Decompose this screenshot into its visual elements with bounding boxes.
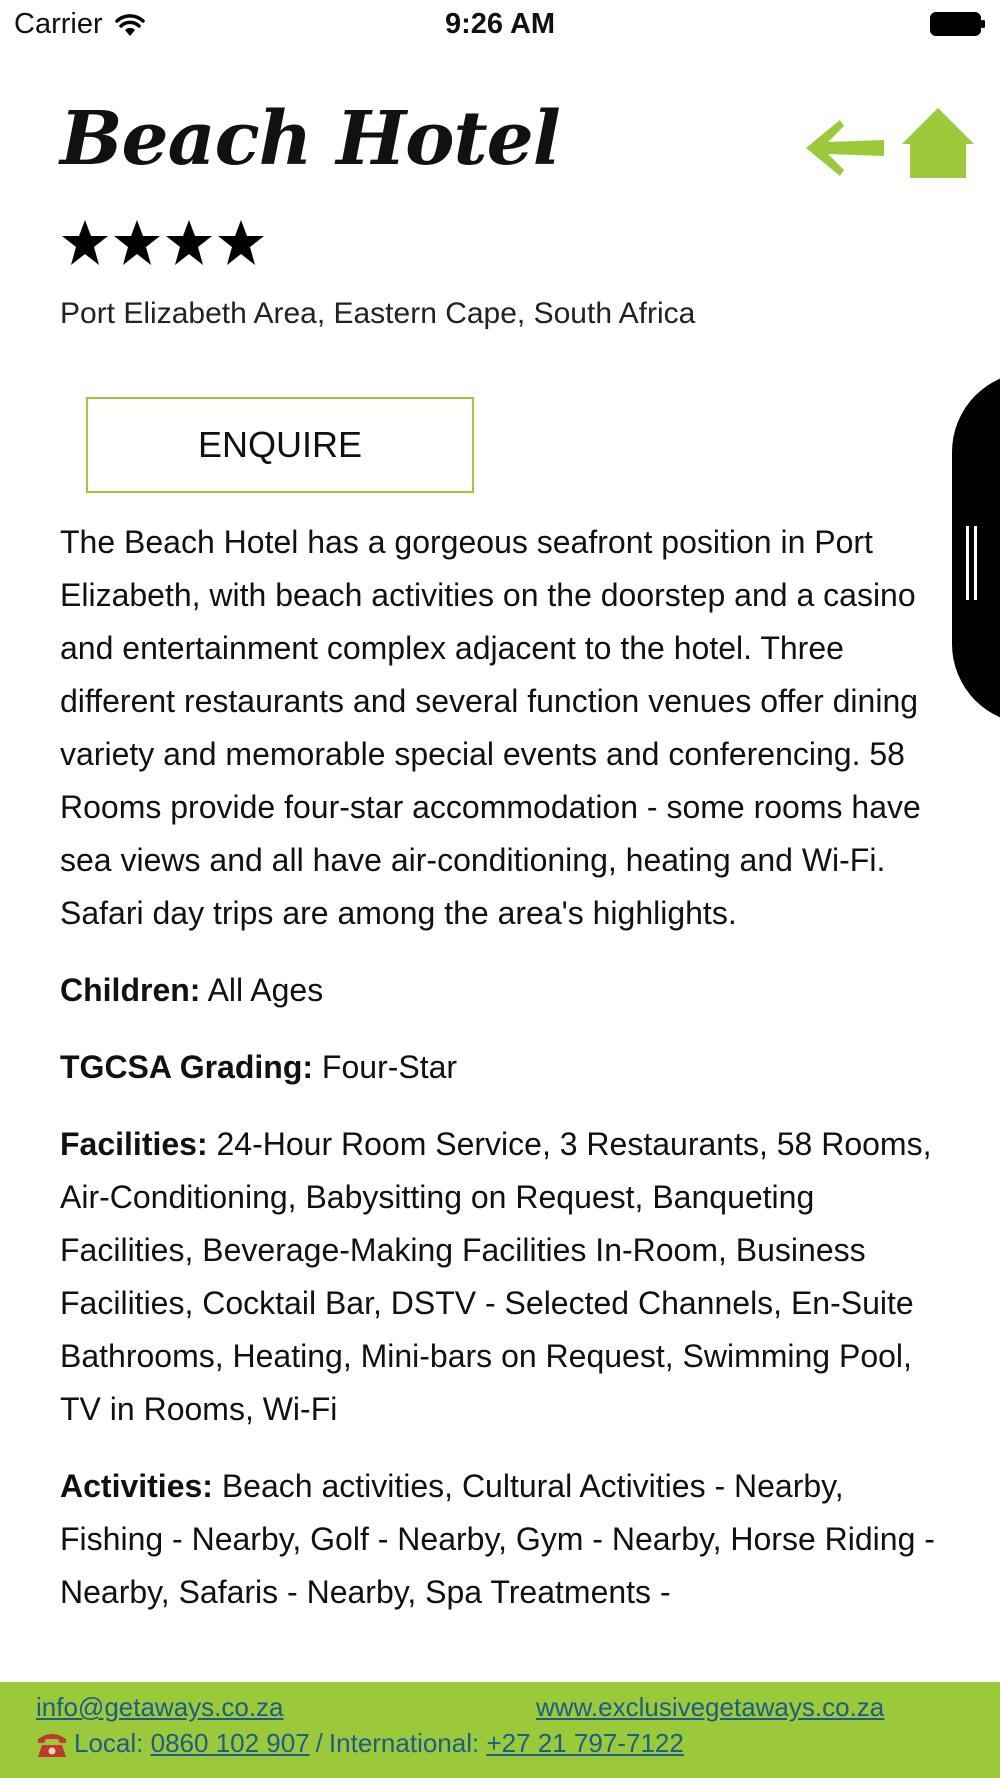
facilities-label: Facilities:	[60, 1126, 208, 1162]
status-time: 9:26 AM	[444, 8, 556, 40]
international-phone-link[interactable]: +27 21 797-7122	[486, 1728, 684, 1758]
grading-row	[60, 1041, 940, 1094]
battery-icon	[930, 12, 986, 36]
contact-footer	[0, 1682, 1000, 1778]
enquire-button[interactable]: ENQUIRE	[86, 397, 474, 493]
website-link[interactable]: www.exclusivegetaways.co.za	[536, 1692, 885, 1722]
activities-row	[60, 1460, 940, 1619]
status-bar	[0, 0, 1000, 50]
grading-label: TGCSA Grading:	[60, 1049, 314, 1085]
activities-value: Beach activities, Cultural Activities - Nearby, Fishing - Nearby, Golf - Nearby, Gym - Nearby, Horse Riding - Nearby, Safaris - Nearby, Spa Treatments -	[60, 1468, 935, 1610]
hotel-location: Port Elizabeth Area, Eastern Cape, South Africa	[60, 297, 696, 330]
facilities-row	[60, 1118, 940, 1436]
hotel-title: Beach Hotel	[60, 96, 560, 182]
children-label: Children:	[60, 972, 201, 1008]
star-icon	[112, 218, 162, 268]
star-icon	[60, 218, 110, 268]
side-drawer-handle[interactable]	[952, 372, 1000, 724]
star-rating	[60, 218, 268, 268]
telephone-icon	[36, 1729, 68, 1759]
home-icon[interactable]	[900, 106, 976, 180]
facilities-value: 24-Hour Room Service, 3 Restaurants, 58 Rooms, Air-Conditioning, Babysitting on Request, Banqueting Facilities, Beverage-Making Facilities In-Room, Business Facilities, Cocktail Bar, DSTV - Selected Channels, En-Suite Bathrooms, Heating, Mini-bars on Request, Swimming Pool, TV in Rooms, Wi-Fi	[60, 1126, 932, 1427]
grading-value: Four-Star	[321, 1049, 458, 1085]
international-label: International:	[328, 1728, 480, 1758]
activities-label: Activities:	[60, 1468, 213, 1504]
phone-separator: /	[315, 1728, 323, 1758]
star-icon	[216, 218, 266, 268]
drawer-grip-icon	[964, 526, 980, 600]
email-link[interactable]: info@getaways.co.za	[36, 1692, 284, 1722]
children-row	[60, 964, 940, 1017]
back-arrow-icon[interactable]	[806, 118, 884, 178]
carrier-name: Carrier	[14, 8, 103, 40]
hotel-details	[60, 516, 940, 1643]
local-label: Local:	[74, 1728, 144, 1758]
phone-row	[36, 1728, 684, 1759]
star-icon	[164, 218, 214, 268]
local-phone-link[interactable]: 0860 102 907	[150, 1728, 310, 1758]
children-value: All Ages	[207, 972, 324, 1008]
hotel-description: The Beach Hotel has a gorgeous seafront position in Port Elizabeth, with beach activities on the doorstep and a casino and entertainment complex adjacent to the hotel. Three different restaurants and several function venues offer dining variety and memorable special events and conferencing. 58 Rooms provide four-star accommodation - some rooms have sea views and all have air-conditioning, heating and Wi-Fi. Safari day trips are among the area's highlights.	[60, 524, 921, 931]
